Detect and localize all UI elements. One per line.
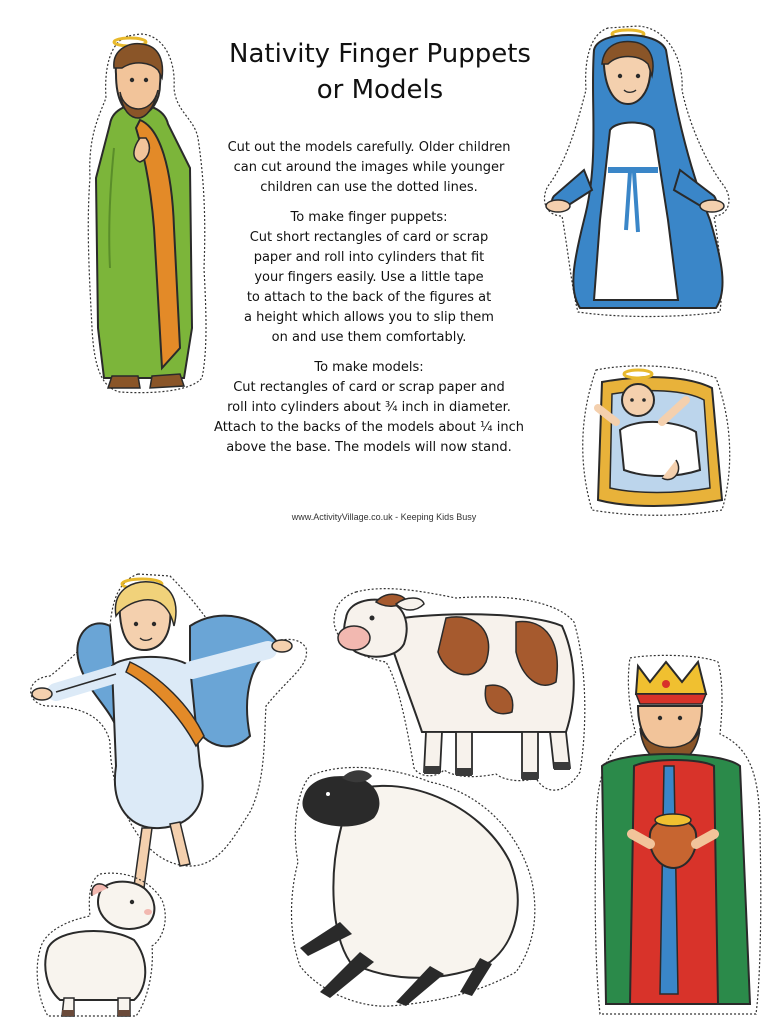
puppets-line: paper and roll into cylinders that fit — [253, 250, 485, 265]
page-title — [190, 36, 570, 108]
models-paragraph — [195, 358, 543, 458]
intro-line: Cut out the models carefully. Older children — [227, 140, 511, 155]
angel-figure — [20, 566, 316, 902]
models-line: Attach to the backs of the models about ¼ inch — [214, 420, 524, 435]
puppets-line: a height which allows you to slip them — [244, 310, 494, 325]
king-figure — [590, 654, 766, 1020]
models-line: roll into cylinders about ¾ inch in diameter. — [227, 400, 511, 415]
title-line-2: or Models — [316, 75, 444, 105]
finger-puppets-paragraph — [195, 208, 543, 348]
models-line: above the base. The models will now stand. — [226, 440, 512, 455]
joseph-figure — [80, 28, 210, 398]
puppets-heading: To make finger puppets: — [290, 210, 448, 225]
lamb-figure — [30, 870, 172, 1020]
footer-credit: www.ActivityVillage.co.uk - Keeping Kids Busy — [291, 512, 477, 522]
puppets-line: to attach to the back of the figures at — [246, 290, 492, 305]
models-line: Cut rectangles of card or scrap paper and — [233, 380, 505, 395]
baby-jesus-figure — [576, 360, 736, 520]
puppets-line: Cut short rectangles of card or scrap — [249, 230, 489, 245]
title-line-1: Nativity Finger Puppets — [229, 39, 531, 69]
puppets-line: your fingers easily. Use a little tape — [254, 270, 484, 285]
intro-line: children can use the dotted lines. — [260, 180, 478, 195]
intro-paragraph — [195, 138, 543, 198]
models-heading: To make models: — [314, 360, 424, 375]
instructions — [195, 138, 543, 468]
mary-figure — [538, 20, 734, 320]
intro-line: can cut around the images while younger — [233, 160, 505, 175]
sheep-figure — [280, 752, 540, 1014]
puppets-line: on and use them comfortably. — [271, 330, 467, 345]
